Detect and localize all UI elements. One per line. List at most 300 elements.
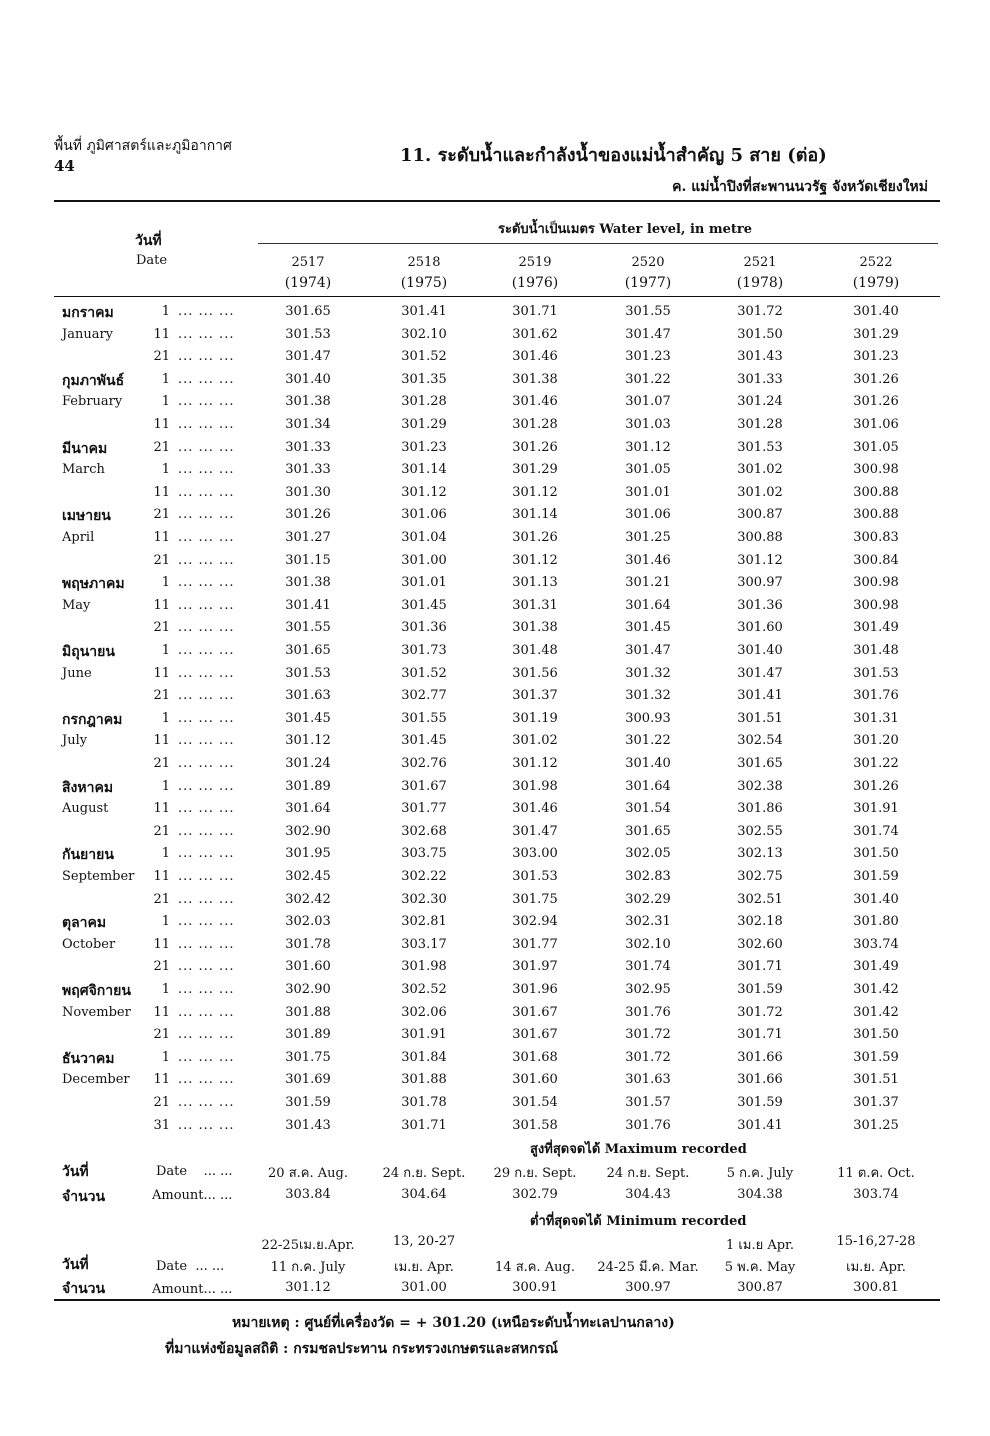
water-level-cell: 301.29 (853, 326, 899, 342)
table-row (0, 1005, 990, 1027)
month-thai: มิถุนายน (62, 644, 115, 660)
water-level-cell: 301.22 (625, 371, 671, 387)
water-level-cell: 301.23 (401, 439, 447, 455)
water-level-cell: 302.05 (625, 846, 671, 862)
water-level-cell: 301.50 (853, 846, 899, 862)
day-of-month: 1 (161, 394, 170, 410)
water-level-cell: 301.43 (737, 349, 783, 365)
month-thai: เมษายน (62, 508, 111, 525)
month-en: January (62, 326, 114, 342)
water-level-cell: 301.52 (401, 349, 447, 365)
day-of-month: 11 (153, 597, 170, 613)
month-en: July (62, 733, 88, 749)
water-level-cell: 300.88 (737, 530, 783, 545)
table-row (0, 440, 990, 462)
water-level-cell: 301.53 (285, 326, 331, 342)
month-thai: กันยายน (62, 847, 114, 864)
leader-dots: ... ... ... (178, 530, 235, 545)
date-header-en: Date (136, 253, 168, 268)
table-row (0, 462, 990, 484)
water-level-cell: 301.73 (401, 643, 447, 658)
water-level-cell: 301.74 (853, 823, 899, 839)
water-level-cell: 303.74 (853, 936, 899, 952)
water-level-cell: 301.64 (625, 778, 671, 794)
month-en: April (62, 530, 95, 545)
water-level-cell: 301.28 (512, 417, 558, 432)
water-level-cell: 301.38 (512, 620, 558, 636)
water-level-cell: 301.59 (737, 982, 783, 997)
month-thai: มีนาคม (62, 440, 108, 457)
water-level-cell: 301.12 (625, 439, 671, 455)
water-level-cell: 302.51 (737, 891, 783, 907)
water-level-cell: 301.32 (625, 665, 671, 681)
water-level-cell: 301.06 (401, 507, 447, 523)
water-level-cell: 301.38 (512, 371, 558, 387)
water-level-cell: 301.19 (512, 710, 558, 726)
max-amount-cell: 303.84 (285, 1187, 331, 1202)
minimum-heading: ต่ำที่สุดจดได้ Minimum recorded (530, 1214, 747, 1229)
max-date-cell: 20 ส.ค. Aug. (268, 1166, 348, 1181)
water-level-cell: 301.43 (285, 1117, 331, 1133)
leader-dots: ... ... ... (178, 620, 235, 636)
leader-dots: ... ... ... (178, 349, 235, 365)
water-level-cell: 300.97 (737, 575, 783, 591)
day-of-month: 21 (153, 620, 170, 636)
table-row (0, 959, 990, 981)
water-level-cell: 301.65 (285, 304, 331, 319)
water-level-cell: 302.68 (401, 823, 447, 839)
water-level-cell: 302.77 (401, 688, 447, 704)
min-date-line2-cell: เม.ย. Apr. (846, 1260, 906, 1275)
water-level-cell: 301.64 (285, 801, 331, 817)
water-level-cell: 301.00 (401, 552, 447, 568)
water-level-cell: 301.71 (401, 1117, 447, 1133)
table-row (0, 575, 990, 597)
day-of-month: 21 (153, 507, 170, 523)
table-title: 11. ระดับน้ำและกำลังน้ำของแม่น้ำสำคัญ 5 สาย (ต่อ) (400, 145, 827, 166)
min-amount-cell: 300.81 (853, 1280, 899, 1295)
water-level-cell: 301.51 (853, 1072, 899, 1088)
leader-dots: ... ... ... (178, 936, 235, 952)
year-be: 2522 (859, 255, 893, 270)
leader-dots: ... ... ... (178, 417, 235, 432)
day-of-month: 11 (153, 733, 170, 749)
bottom-rule (54, 1299, 940, 1301)
water-level-cell: 301.60 (285, 959, 331, 975)
month-en: February (62, 394, 123, 410)
water-level-cell: 302.10 (625, 936, 671, 952)
day-of-month: 11 (153, 869, 170, 884)
water-level-cell: 301.65 (285, 643, 331, 658)
year-ce: (1979) (852, 275, 900, 291)
footnote: หมายเหตุ : ศูนย์ที่เครื่องวัด = + 301.20 (เหนือระดับน้ำทะเลปานกลาง) (232, 1315, 675, 1331)
leader-dots: ... ... ... (178, 1072, 235, 1088)
water-level-cell: 301.78 (285, 936, 331, 952)
month-en: May (62, 597, 91, 613)
table-row (0, 620, 990, 642)
day-of-month: 21 (153, 891, 170, 907)
water-level-cell: 301.36 (737, 597, 783, 613)
leader-dots: ... ... ... (178, 846, 235, 862)
day-of-month: 21 (153, 349, 170, 365)
water-level-cell: 301.66 (737, 1049, 783, 1065)
water-level-cell: 301.77 (401, 801, 447, 817)
max-amount-cell: 304.43 (625, 1187, 671, 1202)
water-level-cell: 301.40 (853, 891, 899, 907)
water-level-cell: 301.24 (285, 756, 331, 771)
year-be: 2521 (743, 255, 777, 270)
water-level-cell: 302.18 (737, 914, 783, 930)
day-of-month: 21 (153, 439, 170, 455)
day-of-month: 11 (153, 665, 170, 681)
water-level-cell: 301.05 (853, 439, 899, 455)
leader-dots: ... ... ... (178, 801, 235, 817)
water-level-cell: 301.12 (512, 756, 558, 771)
section-label: พื้นที่ ภูมิศาสตร์และภูมิอากาศ (54, 138, 232, 154)
month-thai: มกราคม (62, 305, 114, 321)
day-of-month: 1 (161, 778, 170, 794)
water-level-cell: 301.26 (512, 530, 558, 545)
min-date-line2-cell: เม.ย. Apr. (394, 1260, 454, 1275)
water-level-cell: 301.91 (853, 801, 899, 817)
table-row (0, 507, 990, 529)
water-level-cell: 301.27 (285, 530, 331, 545)
table-row (0, 643, 990, 665)
water-level-cell: 301.53 (853, 665, 899, 681)
month-thai: ธันวาคม (62, 1050, 115, 1067)
year-be: 2517 (291, 255, 325, 270)
month-en: March (62, 462, 105, 478)
water-level-cell: 301.45 (625, 620, 671, 636)
table-row (0, 982, 990, 1004)
max-date-cell: 24 ก.ย. Sept. (606, 1166, 690, 1181)
max-date-cell: 24 ก.ย. Sept. (382, 1166, 466, 1181)
table-row (0, 349, 990, 371)
water-level-cell: 301.72 (737, 304, 783, 319)
table-row (0, 711, 990, 733)
water-level-cell: 301.30 (285, 484, 331, 500)
header-subrule (258, 243, 938, 244)
water-level-cell: 303.00 (512, 846, 558, 862)
top-rule (54, 200, 940, 202)
max-date-cell: 5 ก.ค. July (726, 1166, 794, 1181)
leader-dots: ... ... ... (178, 914, 235, 930)
water-level-cell: 301.28 (401, 394, 447, 410)
water-level-cell: 301.48 (512, 643, 558, 658)
water-level-cell: 301.31 (853, 710, 899, 726)
year-ce: (1976) (511, 275, 559, 291)
water-level-cell: 301.71 (737, 959, 783, 975)
water-level-cell: 301.06 (625, 507, 671, 523)
day-of-month: 31 (153, 1117, 170, 1133)
water-level-cell: 302.94 (512, 914, 558, 930)
water-level-cell: 301.20 (853, 733, 899, 749)
water-level-cell: 301.02 (512, 733, 558, 749)
water-level-cell: 301.77 (512, 936, 558, 952)
min-date-line1-cell: 13, 20-27 (392, 1234, 456, 1249)
water-level-cell: 301.37 (853, 1095, 899, 1110)
table-subtitle: ค. แม่น้ำปิงที่สะพานนวรัฐ จังหวัดเชียงใหม่ (672, 179, 928, 195)
leader-dots: ... ... ... (178, 778, 235, 794)
leader-dots: ... ... ... (178, 733, 235, 749)
min-date-line2-cell: 11 ก.ค. July (270, 1260, 346, 1275)
water-level-cell: 302.95 (625, 982, 671, 997)
water-level-cell: 301.41 (401, 304, 447, 319)
min-date-label-en: Date ... ... (156, 1259, 225, 1274)
water-level-cell: 301.65 (737, 756, 783, 771)
water-level-cell: 301.26 (853, 371, 899, 387)
water-level-cell: 300.84 (853, 552, 899, 568)
water-level-cell: 301.47 (512, 823, 558, 839)
water-level-cell: 301.88 (285, 1004, 331, 1020)
water-level-cell: 301.01 (625, 484, 671, 500)
water-level-cell: 301.66 (737, 1072, 783, 1088)
water-level-cell: 301.48 (853, 643, 899, 658)
leader-dots: ... ... ... (178, 597, 235, 613)
water-level-cell: 301.60 (737, 620, 783, 636)
leader-dots: ... ... ... (178, 1095, 235, 1110)
water-level-cell: 302.45 (285, 869, 331, 884)
water-level-cell: 301.68 (512, 1049, 558, 1065)
water-level-cell: 301.64 (625, 597, 671, 613)
leader-dots: ... ... ... (178, 439, 235, 455)
water-level-cell: 302.52 (401, 982, 447, 997)
water-level-cell: 301.38 (285, 575, 331, 591)
month-en: June (62, 665, 92, 681)
water-level-cell: 301.35 (401, 371, 447, 387)
min-date-line2-cell: 5 พ.ค. May (724, 1260, 796, 1275)
day-of-month: 1 (161, 304, 170, 319)
min-date-line1-cell: 15-16,27-28 (836, 1234, 916, 1249)
water-level-cell: 301.45 (401, 597, 447, 613)
water-level-cell: 301.72 (737, 1004, 783, 1020)
table-row (0, 327, 990, 349)
table-row (0, 417, 990, 439)
water-level-cell: 302.06 (401, 1004, 447, 1020)
min-date-line1-cell: 22-25เม.ย.Apr. (261, 1238, 355, 1253)
leader-dots: ... ... ... (178, 575, 235, 591)
min-date-line2-cell: 14 ส.ค. Aug. (495, 1260, 575, 1275)
month-thai: กุมภาพันธ์ (62, 372, 125, 389)
water-level-cell: 301.49 (853, 620, 899, 636)
water-level-cell: 302.55 (737, 823, 783, 839)
water-level-cell: 301.88 (401, 1072, 447, 1088)
table-row (0, 530, 990, 552)
water-level-cell: 301.22 (625, 733, 671, 749)
water-level-cell: 300.93 (625, 710, 671, 726)
water-level-cell: 301.46 (625, 552, 671, 568)
water-level-cell: 301.47 (625, 643, 671, 658)
date-header-thai: วันที่ (135, 233, 162, 249)
water-level-cell: 302.60 (737, 936, 783, 952)
water-level-cell: 301.24 (737, 394, 783, 410)
water-level-cell: 301.67 (512, 1004, 558, 1020)
water-level-cell: 301.76 (853, 688, 899, 704)
leader-dots: ... ... ... (178, 982, 235, 997)
min-amount-cell: 300.87 (737, 1280, 783, 1295)
max-amount-cell: 304.38 (737, 1187, 783, 1202)
leader-dots: ... ... ... (178, 756, 235, 771)
day-of-month: 21 (153, 1027, 170, 1043)
water-level-cell: 301.41 (737, 688, 783, 704)
table-row (0, 304, 990, 326)
water-level-cell: 301.63 (625, 1072, 671, 1088)
water-level-cell: 301.41 (285, 597, 331, 613)
maximum-heading: สูงที่สุดจดได้ Maximum recorded (530, 1142, 747, 1157)
day-of-month: 11 (153, 801, 170, 817)
water-level-cell: 302.42 (285, 891, 331, 907)
water-level-cell: 301.53 (737, 439, 783, 455)
water-level-cell: 301.62 (512, 326, 558, 342)
water-level-cell: 302.83 (625, 869, 671, 884)
water-level-cell: 301.98 (401, 959, 447, 975)
leader-dots: ... ... ... (178, 823, 235, 839)
water-level-cell: 301.40 (285, 371, 331, 387)
table-row (0, 801, 990, 823)
water-level-cell: 301.34 (285, 417, 331, 432)
water-level-cell: 300.87 (737, 507, 783, 523)
month-en: August (62, 801, 109, 817)
day-of-month: 1 (161, 575, 170, 591)
day-of-month: 21 (153, 756, 170, 771)
table-row (0, 824, 990, 846)
leader-dots: ... ... ... (178, 959, 235, 975)
water-level-cell: 301.33 (285, 462, 331, 478)
water-level-cell: 302.22 (401, 869, 447, 884)
water-level-cell: 301.02 (737, 462, 783, 478)
month-en: November (62, 1004, 131, 1020)
min-amount-label-en: Amount... ... (152, 1282, 233, 1297)
leader-dots: ... ... ... (178, 688, 235, 704)
leader-dots: ... ... ... (178, 1117, 235, 1133)
water-level-cell: 301.01 (401, 575, 447, 591)
table-row (0, 846, 990, 868)
table-row (0, 553, 990, 575)
water-level-cell: 301.50 (853, 1027, 899, 1043)
leader-dots: ... ... ... (178, 394, 235, 410)
table-row (0, 666, 990, 688)
day-of-month: 1 (161, 643, 170, 658)
max-amount-label-thai: จำนวน (62, 1189, 106, 1205)
water-level-cell: 301.75 (285, 1049, 331, 1065)
water-level-cell: 301.15 (285, 552, 331, 568)
leader-dots: ... ... ... (178, 304, 235, 319)
water-level-cell: 301.95 (285, 846, 331, 862)
water-level-cell: 301.51 (737, 710, 783, 726)
table-row (0, 756, 990, 778)
water-level-cell: 301.78 (401, 1095, 447, 1110)
water-level-cell: 301.03 (625, 417, 671, 432)
water-level-cell: 301.65 (625, 823, 671, 839)
table-row (0, 394, 990, 416)
water-level-cell: 301.26 (853, 778, 899, 794)
water-level-cell: 301.26 (853, 394, 899, 410)
water-level-cell: 301.59 (853, 869, 899, 884)
water-level-cell: 301.98 (512, 778, 558, 794)
water-level-cell: 301.26 (512, 439, 558, 455)
water-level-cell: 301.42 (853, 1004, 899, 1020)
month-thai: สิงหาคม (62, 779, 114, 796)
page-header-left (54, 136, 232, 176)
table-row (0, 914, 990, 936)
water-level-cell: 300.88 (853, 507, 899, 523)
leader-dots: ... ... ... (178, 1049, 235, 1065)
water-level-cell: 301.05 (625, 462, 671, 478)
water-level-cell: 301.86 (737, 801, 783, 817)
water-level-cell: 301.40 (853, 304, 899, 319)
month-thai: พฤษภาคม (62, 576, 125, 593)
water-level-cell: 301.13 (512, 575, 558, 591)
water-level-cell: 301.29 (401, 417, 447, 432)
min-date-line1-cell: 1 เม.ย Apr. (726, 1238, 794, 1253)
day-of-month: 1 (161, 710, 170, 726)
leader-dots: ... ... ... (178, 891, 235, 907)
water-level-cell: 301.31 (512, 597, 558, 613)
day-of-month: 11 (153, 530, 170, 545)
water-level-cell: 303.75 (401, 846, 447, 862)
water-level-cell: 301.55 (625, 304, 671, 319)
water-level-cell: 301.59 (737, 1095, 783, 1110)
water-level-cell: 301.38 (285, 394, 331, 410)
table-row (0, 1118, 990, 1140)
water-level-cell: 302.38 (737, 778, 783, 794)
water-level-cell: 301.28 (737, 417, 783, 432)
month-en: October (62, 936, 116, 952)
year-be: 2520 (631, 255, 665, 270)
water-level-cell: 301.53 (512, 869, 558, 884)
water-level-cell: 301.42 (853, 982, 899, 997)
water-level-cell: 301.41 (737, 1117, 783, 1133)
leader-dots: ... ... ... (178, 1004, 235, 1020)
water-level-cell: 301.84 (401, 1049, 447, 1065)
water-level-cell: 302.90 (285, 982, 331, 997)
water-level-cell: 301.37 (512, 688, 558, 704)
water-level-cell: 301.14 (512, 507, 558, 523)
day-of-month: 1 (161, 982, 170, 997)
leader-dots: ... ... ... (178, 643, 235, 658)
water-level-cell: 301.74 (625, 959, 671, 975)
water-level-cell: 301.89 (285, 778, 331, 794)
water-level-cell: 301.23 (853, 349, 899, 365)
water-level-cell: 301.33 (285, 439, 331, 455)
year-ce: (1978) (736, 275, 784, 291)
table-row (0, 485, 990, 507)
table-row (0, 1095, 990, 1117)
water-level-cell: 301.40 (625, 756, 671, 771)
water-level-cell: 301.46 (512, 394, 558, 410)
water-level-cell: 301.76 (625, 1117, 671, 1133)
year-ce: (1975) (400, 275, 448, 291)
min-amount-cell: 300.91 (512, 1280, 558, 1295)
water-level-cell: 301.59 (285, 1095, 331, 1110)
water-level-cell: 301.04 (401, 530, 447, 545)
water-level-cell: 301.55 (285, 620, 331, 636)
water-level-cell: 301.06 (853, 417, 899, 432)
water-level-cell: 301.76 (625, 1004, 671, 1020)
water-level-cell: 302.81 (401, 914, 447, 930)
water-level-cell: 301.54 (512, 1095, 558, 1110)
max-amount-cell: 303.74 (853, 1187, 899, 1202)
water-level-cell: 301.02 (737, 484, 783, 500)
max-amount-cell: 304.64 (401, 1187, 447, 1202)
table-row (0, 733, 990, 755)
max-date-cell: 11 ต.ค. Oct. (837, 1166, 915, 1181)
water-level-cell: 301.47 (625, 326, 671, 342)
leader-dots: ... ... ... (178, 462, 235, 478)
water-level-cell: 301.69 (285, 1072, 331, 1088)
water-level-cell: 301.40 (737, 643, 783, 658)
water-level-cell: 301.50 (737, 326, 783, 342)
